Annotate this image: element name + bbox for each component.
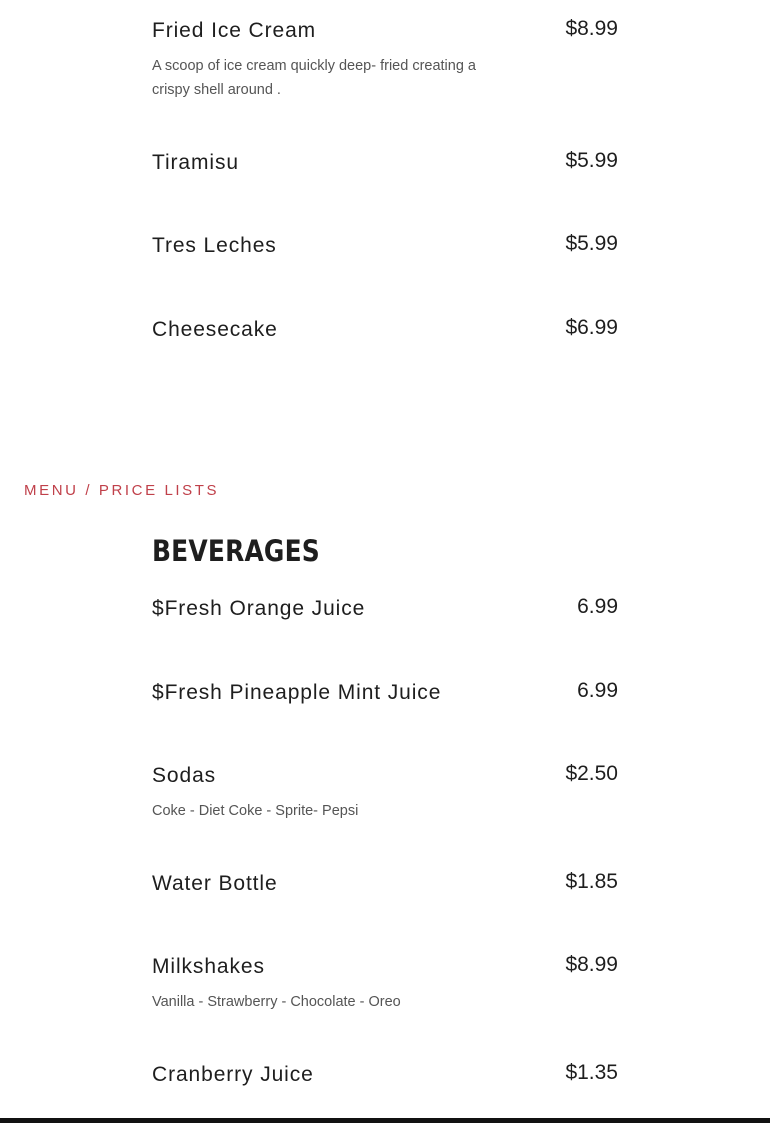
menu-item-name: $Fresh Orange Juice — [152, 597, 366, 620]
menu-item-price: $1.35 — [565, 1061, 618, 1084]
menu-item-name: Cheesecake — [152, 318, 278, 341]
breadcrumb: MENU / PRICE LISTS — [24, 482, 220, 499]
menu-item-name: Tiramisu — [152, 151, 239, 174]
menu-item-price: 6.99 — [577, 679, 618, 702]
menu-item-price: $6.99 — [565, 316, 618, 339]
menu-item-name: Cranberry Juice — [152, 1063, 314, 1086]
menu-item-name: Fried Ice Cream — [152, 19, 317, 42]
menu-item-price: $5.99 — [565, 149, 618, 172]
menu-item-name: $Fresh Pineapple Mint Juice — [152, 681, 442, 704]
menu-item-name: Water Bottle — [152, 872, 278, 895]
menu-item-price: $2.50 — [565, 762, 618, 785]
menu-item-price: 6.99 — [577, 595, 618, 618]
menu-item-name: Sodas — [152, 764, 217, 787]
menu-item-description: Vanilla - Strawberry - Chocolate - Oreo — [152, 994, 401, 1010]
menu-item-description: A scoop of ice cream quickly deep- fried creating a crispy shell around . — [152, 58, 476, 98]
menu-item-price: $8.99 — [565, 17, 618, 40]
menu-item-name: Milkshakes — [152, 955, 265, 978]
footer-bar — [0, 1118, 770, 1123]
menu-item-description: Coke - Diet Coke - Sprite- Pepsi — [152, 803, 359, 819]
menu-item-price: $8.99 — [565, 953, 618, 976]
section-title: BEVERAGES — [152, 534, 320, 568]
menu-item-price: $1.85 — [565, 870, 618, 893]
menu-item-name: Tres Leches — [152, 234, 277, 257]
menu-item-price: $5.99 — [565, 232, 618, 255]
